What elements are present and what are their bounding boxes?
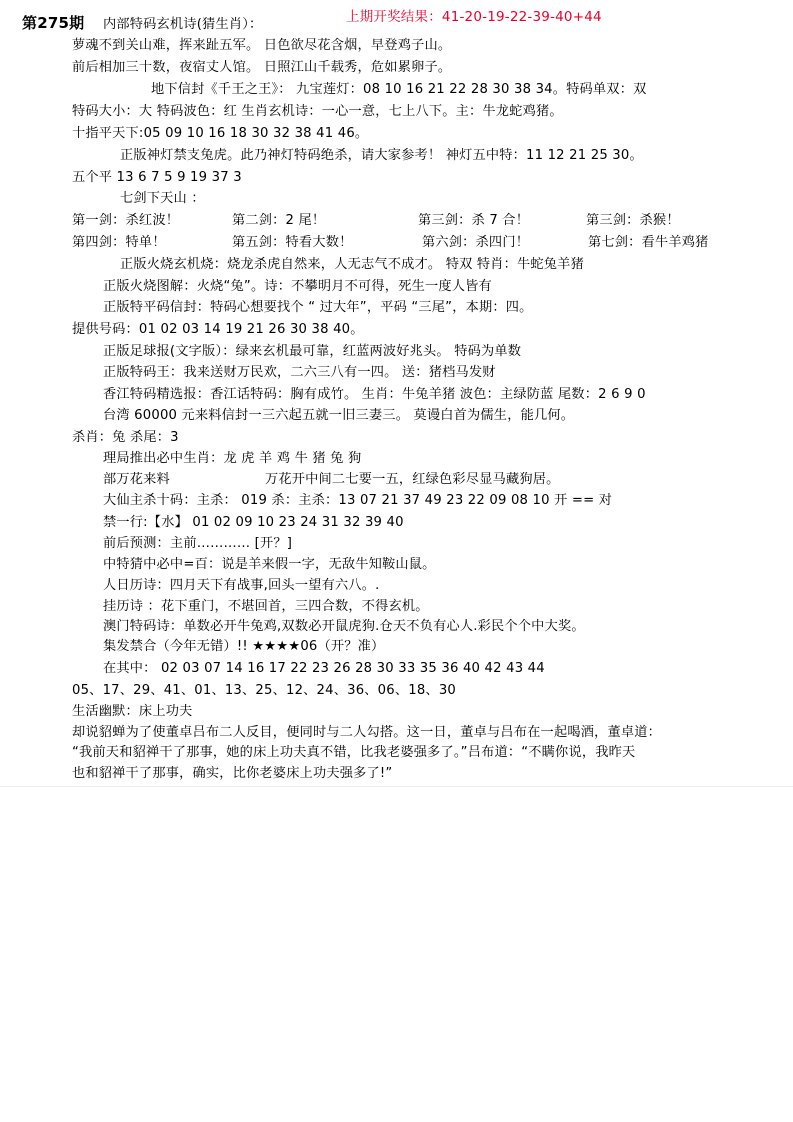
sword-1: 第一剑：杀红波！ — [72, 213, 180, 228]
text-line: 生活幽默：床上功夫 — [72, 704, 193, 719]
text-line: 却说貂蝉为了使董卓吕布二人反目，便同时与二人勾搭。这一日，董卓与吕布在一起喝酒，董卓道： — [72, 725, 662, 740]
text-line: 中特猜中必中=百：说是羊来假一字，无敌牛知鞍山鼠。 — [103, 557, 436, 572]
text-line: 香江特码精选报：香江话特码：胸有成竹。 生肖：牛兔羊猪 波色：主绿防蓝 尾数：2 6 9 0 — [103, 387, 646, 402]
text-line: 台湾 60000 元来料信封一三六起五就一旧三妻三。 莫谩白首为儒生，能几何。 — [103, 408, 575, 423]
text-line: 部万花来料 — [103, 472, 170, 487]
sword-3b: 第三剑：杀猴！ — [586, 213, 680, 228]
text-line: 正版神灯禁支兔虎。此乃神灯特码绝杀，请大家参考！ 神灯五中特：11 12 21 25 30。 — [120, 148, 643, 163]
text-line: 前后相加三十数，夜宿丈人馆。 日照江山千载秀，危如累卵子。 — [72, 60, 452, 75]
text-line: 五个平 13 6 7 5 9 19 37 3 — [72, 170, 242, 185]
text-line: 提供号码：01 02 03 14 19 21 26 30 38 40。 — [72, 322, 364, 337]
sword-7: 第七剑：看牛羊鸡猪 — [588, 235, 709, 250]
issue-number: 第275期 — [22, 14, 85, 32]
sword-2: 第二剑：2 尾！ — [232, 213, 326, 228]
text-line: 05、17、29、41、01、13、25、12、24、36、06、18、30 — [72, 683, 456, 698]
text-line: 正版特平码信封：特码心想要找个 “ 过大年”，平码 “三尾”，本期：四。 — [103, 300, 533, 315]
text-line: 禁一行:【水】 01 02 09 10 23 24 31 32 39 40 — [103, 515, 404, 530]
text-line: 杀肖：兔 杀尾：3 — [72, 430, 179, 445]
sword-5: 第五剑：特看大数！ — [232, 235, 353, 250]
text-line: 七剑下天山 ： — [120, 191, 205, 206]
text-line: 正版火烧玄机烧：烧龙杀虎自然来，人无志气不成才。 特双 特肖：牛蛇兔羊猪 — [120, 257, 584, 272]
text-line: 澳门特码诗：单数必开牛兔鸡,双数必开鼠虎狗.仓天不负有心人.彩民个个中大奖。 — [103, 619, 585, 634]
text-line: 地下信封《千王之王》： 九宝莲灯：08 10 16 21 22 28 30 38 34。特码单双：双 — [151, 82, 647, 97]
text-line: 正版特码王：我来送财万民欢，二六三八有一四。 送：猪档马发财 — [103, 365, 496, 380]
text-line: 人日历诗：四月天下有战事,回头一望有六八。. — [103, 578, 380, 593]
text-line: 在其中： 02 03 07 14 16 17 22 23 26 28 30 33 35 36 40 42 43 44 — [103, 661, 545, 676]
text-line: 集发禁合（今年无错）!! ★★★★06（开？准） — [103, 639, 385, 654]
sword-6: 第六剑：杀四门！ — [422, 235, 530, 250]
text-line: 萝魂不到关山难，挥来趾五军。 日色欲尽花含烟，早登鸡子山。 — [72, 38, 452, 53]
text-line: 也和貂禅干了那事，确实，比你老婆床上功夫强多了!” — [72, 766, 393, 781]
text-line: 万花开中间二七要一五，红绿色彩尽显马藏狗居。 — [265, 472, 560, 487]
divider — [0, 786, 793, 787]
text-line: 前后预测：主前………… [开？] — [103, 536, 293, 551]
text-line: 挂历诗 ：花下重门，不堪回首，三四合数，不得玄机。 — [103, 599, 429, 614]
header-subtitle: 内部特码玄机诗(猜生肖）： — [103, 17, 263, 32]
text-line: 正版足球报(文字版）：绿来玄机最可靠，红蓝两波好兆头。 特码为单数 — [103, 344, 522, 359]
text-line: 特码大小：大 特码波色：红 生肖玄机诗：一心一意，七上八下。主：牛龙蛇鸡猪。 — [72, 104, 563, 119]
last-result: 上期开奖结果：41-20-19-22-39-40+44 — [346, 9, 602, 25]
sword-3: 第三剑：杀 7 合！ — [418, 213, 530, 228]
sword-4: 第四剑：特单！ — [72, 235, 166, 250]
text-line: “我前天和貂禅干了那事，她的床上功夫真不错，比我老婆强多了。”吕布道：“不瞒你说，我昨天 — [72, 745, 636, 760]
text-line: 大仙主杀十码：主杀： 019 杀：主杀：13 07 21 37 49 23 22 09 08 10 开 == 对 — [103, 493, 613, 508]
text-line: 理局推出必中生肖：龙 虎 羊 鸡 牛 猪 兔 狗 — [103, 451, 362, 466]
text-line: 十指平天下:05 09 10 16 18 30 32 38 41 46。 — [72, 126, 369, 141]
text-line: 正版火烧图解：火烧“兔”。诗：不攀明月不可得，死生一度人皆有 — [103, 279, 492, 294]
